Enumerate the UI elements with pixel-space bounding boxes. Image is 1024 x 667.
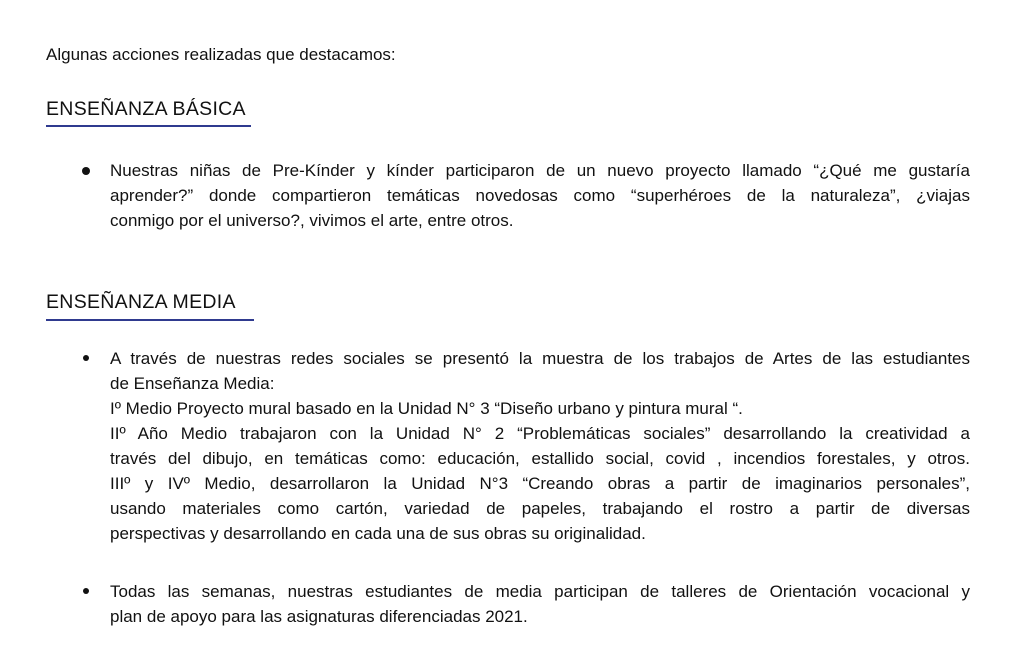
heading-underline-media	[46, 319, 254, 321]
paragraph-line: de Enseñanza Media:	[110, 374, 275, 393]
paragraph-line: aprender?” donde compartieron temáticas novedosas como “superhéroes de la naturaleza”, ¿viajas	[110, 186, 970, 205]
paragraph-line: IIIº y IVº Medio, desarrollaron la Unidad N°3 “Creando obras a partir de imaginarios personales”,	[110, 474, 970, 493]
paragraph-line: plan de apoyo para las asignaturas diferenciadas 2021.	[110, 607, 528, 626]
bullet-icon	[83, 355, 89, 361]
list-item-media-1	[110, 346, 970, 546]
heading-underline-basica	[46, 125, 251, 127]
paragraph-line: Todas las semanas, nuestras estudiantes de media participan de talleres de Orientación vocacional y	[110, 582, 970, 601]
paragraph-line: IIº Año Medio trabajaron con la Unidad N° 2 “Problemáticas sociales” desarrollando la creatividad a	[110, 424, 970, 443]
paragraph-line: Iº Medio Proyecto mural basado en la Unidad N° 3 “Diseño urbano y pintura mural “.	[110, 399, 743, 418]
paragraph-line: conmigo por el universo?, vivimos el arte, entre otros.	[110, 211, 514, 230]
paragraph-line: usando materiales como cartón, variedad de papeles, trabajando el rostro a partir de diversas	[110, 499, 970, 518]
paragraph-line: Nuestras niñas de Pre-Kínder y kínder participaron de un nuevo proyecto llamado “¿Qué me gustaría	[110, 161, 970, 180]
intro-text: Algunas acciones realizadas que destacamos:	[46, 45, 396, 64]
list-item-media-2	[110, 579, 970, 629]
bullet-icon	[83, 588, 89, 594]
paragraph-line: perspectivas y desarrollando en cada una de sus obras su originalidad.	[110, 524, 646, 543]
list-item-basica-1	[110, 158, 970, 233]
section-heading-media: ENSEÑANZA MEDIA	[46, 291, 236, 313]
section-heading-basica: ENSEÑANZA BÁSICA	[46, 98, 246, 120]
bullet-icon	[82, 167, 90, 175]
paragraph-line: través del dibujo, en temáticas como: educación, estallido social, covid , incendios forestales, y otros.	[110, 449, 970, 468]
paragraph-line: A través de nuestras redes sociales se presentó la muestra de los trabajos de Artes de las estudiantes	[110, 349, 970, 368]
